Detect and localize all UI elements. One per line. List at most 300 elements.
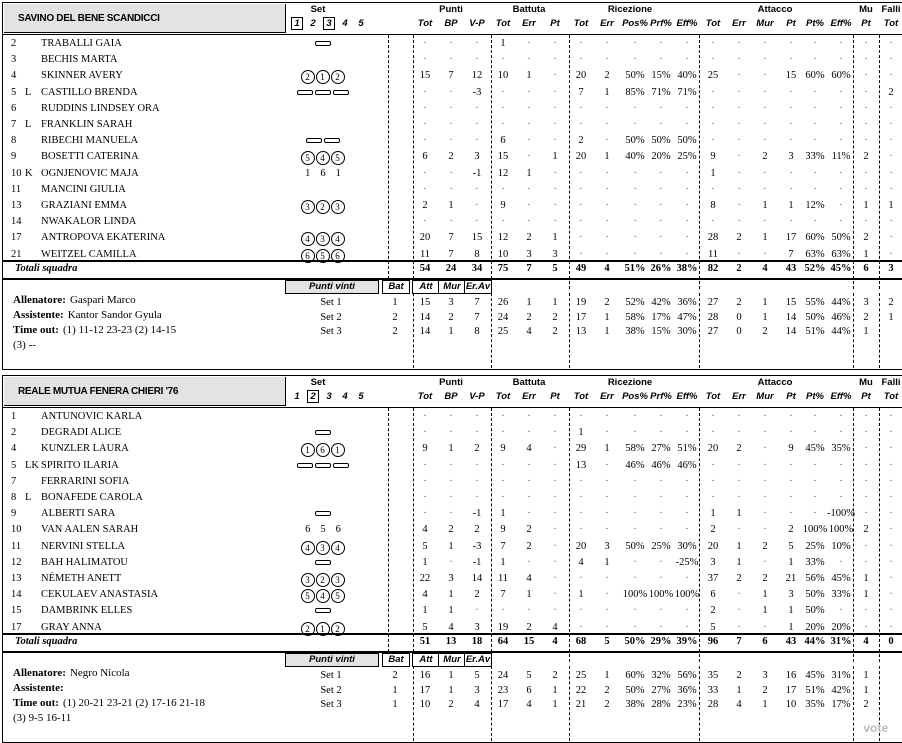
stat-cell: 6 xyxy=(422,151,428,163)
set-stat-cell: 2 xyxy=(604,297,610,308)
stat-cell: 2 xyxy=(863,232,869,244)
timeouts-set3: (3) 9-5 16-11 xyxy=(13,712,72,724)
stat-cell: 10 xyxy=(497,70,509,82)
stat-cell: · xyxy=(475,119,479,130)
player-number: 4 xyxy=(11,70,17,82)
set-rotation-circle: 4 xyxy=(331,232,345,246)
player-row xyxy=(3,572,902,587)
total-cell: 7 xyxy=(526,263,532,274)
header-ricezione: Ricezione xyxy=(607,377,653,388)
stat-cell: · xyxy=(685,573,689,584)
set-stat-cell: 3 xyxy=(863,297,869,308)
set-stat-cell: 35 xyxy=(707,670,719,681)
stat-cell: · xyxy=(475,475,479,487)
set-sub-marker xyxy=(306,138,322,143)
stat-cell: · xyxy=(789,54,793,66)
set-stat-cell: 52% xyxy=(625,297,645,308)
player-name: ANTROPOVA EKATERINA xyxy=(41,232,166,244)
stat-cell: 11 xyxy=(707,248,719,260)
player-set-markers xyxy=(287,427,359,438)
stat-cell: · xyxy=(737,54,741,66)
header-attacco: Attacco xyxy=(757,377,793,388)
stat-cell: · xyxy=(711,183,715,195)
stat-cell: · xyxy=(789,135,793,147)
stat-cell: · xyxy=(839,86,843,98)
stat-cell: · xyxy=(659,556,663,568)
set-stat-cell: 4 xyxy=(526,699,532,710)
stat-cell: 2 xyxy=(604,70,610,82)
header-set-number xyxy=(306,18,320,29)
player-row xyxy=(3,231,902,246)
stat-cell: 1 xyxy=(448,589,454,601)
set-col-header: Mur xyxy=(438,280,466,294)
stat-cell: · xyxy=(889,573,893,584)
set-stat-cell: 17% xyxy=(651,311,671,323)
header-battuta: Battuta xyxy=(512,4,546,15)
stat-cell: · xyxy=(527,492,531,503)
player-number: 6 xyxy=(11,102,17,114)
stat-cell: · xyxy=(605,605,609,617)
set-number-label: 2 xyxy=(307,390,318,403)
stat-cell: · xyxy=(501,86,505,98)
stat-cell: · xyxy=(763,70,767,82)
set-stat-cell: 38% xyxy=(625,699,645,710)
header-set-number xyxy=(290,18,304,29)
set-rotation-plain: 6 xyxy=(320,167,326,179)
stat-cell: 1 xyxy=(578,589,584,601)
set-pv-cell: 7 xyxy=(474,297,480,308)
stat-cell: · xyxy=(423,54,427,66)
stat-cell: · xyxy=(553,216,557,228)
set-col-header: Att xyxy=(412,653,440,667)
header-col-6: Tot xyxy=(573,18,589,29)
header-set-number xyxy=(322,18,336,29)
total-cell: 51 xyxy=(419,636,431,647)
stat-cell: · xyxy=(579,475,583,487)
set-stat-cell: 32% xyxy=(651,670,671,681)
totals-label: Totali squadra xyxy=(15,263,78,274)
set-stat-cell: 19 xyxy=(575,297,587,308)
stat-cell: · xyxy=(813,492,817,503)
stat-cell: · xyxy=(527,54,531,66)
stat-cell: · xyxy=(659,102,663,114)
totals-label: Totali squadra xyxy=(15,636,78,647)
stat-cell: · xyxy=(737,102,741,114)
stat-cell: · xyxy=(527,200,531,211)
totals-row xyxy=(3,635,902,651)
stat-cell: 1 xyxy=(526,70,532,82)
set-pv-cell: 5 xyxy=(474,670,480,681)
stat-cell: · xyxy=(553,573,557,584)
stat-cell: · xyxy=(423,38,427,49)
player-row xyxy=(3,588,902,603)
stat-cell: · xyxy=(889,492,893,503)
stat-cell: 1 xyxy=(448,540,454,552)
set-stat-cell: 14 xyxy=(785,326,797,337)
header-col-14: Pt xyxy=(786,391,796,402)
set-sub-marker xyxy=(315,41,331,46)
stat-cell: · xyxy=(449,556,453,568)
stat-cell: 9 xyxy=(710,151,716,163)
stat-cell: · xyxy=(737,167,741,179)
punti-vinti-header: Punti vinti xyxy=(285,280,379,294)
stat-cell: 2 xyxy=(710,605,716,617)
player-set-markers xyxy=(287,135,359,146)
stat-cell: 2 xyxy=(788,524,794,536)
stat-cell: 37 xyxy=(707,573,719,584)
player-set-markers xyxy=(287,460,359,471)
player-row xyxy=(3,199,902,214)
stat-cell: 5 xyxy=(422,621,428,633)
header-col-7: Err xyxy=(600,391,614,402)
stat-cell: 2 xyxy=(762,151,768,163)
set-pv-cell: 2 xyxy=(448,311,454,323)
stat-cell: 11 xyxy=(497,573,509,584)
stat-cell: · xyxy=(449,427,453,439)
stat-cell: 2 xyxy=(888,86,894,98)
timeouts-label: Time out: xyxy=(13,324,59,336)
player-row xyxy=(3,69,902,84)
stat-cell: · xyxy=(553,86,557,98)
stat-cell: 4 xyxy=(552,621,558,633)
set-pv-cell: 7 xyxy=(474,311,480,323)
total-cell: 31% xyxy=(830,636,852,647)
stat-cell: · xyxy=(685,605,689,617)
total-cell: 13 xyxy=(445,636,457,647)
stat-cell: 46% xyxy=(677,459,697,471)
header-col-13: Mur xyxy=(756,18,774,29)
set-rotation-plain: 1 xyxy=(305,167,311,179)
set-rotation-circle: 4 xyxy=(301,541,315,555)
stat-cell: · xyxy=(763,411,767,422)
stat-cell: · xyxy=(737,411,741,422)
stat-cell: · xyxy=(579,119,583,130)
set-rotation-circle: 5 xyxy=(301,151,315,165)
set-stat-cell: 2 xyxy=(762,326,768,337)
set-label: Set 2 xyxy=(320,311,342,323)
stat-cell: · xyxy=(737,38,741,49)
set-sub-marker xyxy=(297,90,313,95)
total-cell: 82 xyxy=(707,263,719,274)
header-col-18: Tot xyxy=(883,18,899,29)
stat-cell: · xyxy=(737,119,741,130)
stat-cell: · xyxy=(839,167,843,179)
stat-cell: · xyxy=(605,427,609,439)
total-cell: 5 xyxy=(604,636,610,647)
stat-cell: 9 xyxy=(500,524,506,536)
set-rotation-circle: 2 xyxy=(331,70,345,84)
stat-cell: · xyxy=(553,556,557,568)
stat-cell: · xyxy=(605,475,609,487)
set-pv-cell: 1 xyxy=(448,670,454,681)
player-row xyxy=(3,540,902,555)
stat-cell: · xyxy=(864,443,868,455)
stat-cell: · xyxy=(763,54,767,66)
stat-cell: 2 xyxy=(448,151,454,163)
header-divider xyxy=(3,34,902,35)
stat-cell: 60% xyxy=(805,232,825,244)
stat-cell: 9 xyxy=(422,443,428,455)
stat-cell: 1 xyxy=(736,540,742,552)
set-stat-cell: 2 xyxy=(863,699,869,710)
stat-cell: 2 xyxy=(474,443,480,455)
stat-cell: · xyxy=(553,589,557,601)
set-sub-marker xyxy=(315,463,331,468)
coach-label: Allenatore: xyxy=(13,667,66,679)
set-stat-cell: 2 xyxy=(888,297,894,308)
stat-cell: · xyxy=(711,475,715,487)
total-cell: 49 xyxy=(575,263,587,274)
set-stat-cell: 1 xyxy=(526,297,532,308)
stat-cell: · xyxy=(889,411,893,422)
player-set-markers xyxy=(287,573,359,587)
stat-cell: · xyxy=(527,151,531,163)
stat-cell: · xyxy=(763,167,767,179)
set-pv-cell: 2 xyxy=(448,699,454,710)
header-set-number xyxy=(354,391,368,402)
stat-cell: · xyxy=(864,492,868,503)
stat-cell: 1 xyxy=(604,151,610,163)
stat-cell: 2 xyxy=(863,524,869,536)
set-stat-cell: 51% xyxy=(805,684,825,696)
stat-cell: · xyxy=(659,119,663,130)
set-stat-cell: 2 xyxy=(762,684,768,696)
stat-cell: · xyxy=(763,102,767,114)
stat-cell: 5 xyxy=(422,540,428,552)
stat-cell: 2 xyxy=(736,573,742,584)
stat-cell: 2 xyxy=(526,232,532,244)
stat-cell: · xyxy=(864,411,868,422)
header-col-17: Pt xyxy=(861,391,871,402)
stat-cell: · xyxy=(605,102,609,114)
stat-cell: · xyxy=(633,492,637,503)
stat-cell: -1 xyxy=(472,556,482,568)
stat-cell: 46% xyxy=(651,459,671,471)
header-mu: Mu xyxy=(859,377,873,388)
stat-cell: · xyxy=(553,135,557,147)
stat-cell: · xyxy=(605,459,609,471)
stat-cell: 40% xyxy=(625,151,645,163)
set-number-label: 2 xyxy=(310,18,316,29)
stat-cell: · xyxy=(633,54,637,66)
stat-cell: · xyxy=(553,102,557,114)
player-number: 4 xyxy=(11,443,17,455)
stat-cell: 1 xyxy=(710,167,716,179)
stat-cell: · xyxy=(889,135,893,147)
player-set-markers xyxy=(287,87,359,98)
stat-cell: · xyxy=(633,605,637,617)
player-row xyxy=(3,410,902,425)
stat-cell: · xyxy=(475,200,479,211)
stat-cell: · xyxy=(737,427,741,439)
stat-cell: · xyxy=(605,248,609,260)
stat-cell: · xyxy=(475,102,479,114)
set-number-label: 1 xyxy=(294,391,300,402)
total-cell: 45% xyxy=(830,263,852,274)
set-stat-cell: 17% xyxy=(831,699,851,710)
stat-cell: · xyxy=(839,427,843,439)
stat-cell: · xyxy=(579,54,583,66)
stat-cell: · xyxy=(579,216,583,228)
total-cell: 39% xyxy=(676,636,698,647)
stat-cell: 1 xyxy=(710,508,716,520)
set-stat-cell: 2 xyxy=(736,670,742,681)
stat-cell: · xyxy=(553,70,557,82)
coach xyxy=(13,294,136,306)
stat-cell: · xyxy=(813,119,817,130)
stat-cell: · xyxy=(789,86,793,98)
set-rotation-plain: 5 xyxy=(320,524,326,536)
stat-cell: · xyxy=(889,151,893,163)
set-stat-cell: 23 xyxy=(497,684,509,696)
stat-cell: · xyxy=(864,183,868,195)
stat-cell: · xyxy=(633,200,637,211)
set-rotation-circle: 6 xyxy=(316,443,330,457)
stat-cell: · xyxy=(789,38,793,49)
stat-cell: 3 xyxy=(604,540,610,552)
stat-cell: · xyxy=(633,427,637,439)
stat-cell: · xyxy=(553,475,557,487)
header-col-0: Tot xyxy=(417,391,433,402)
header-col-14: Pt xyxy=(786,18,796,29)
total-cell: 26% xyxy=(650,263,672,274)
stat-cell: · xyxy=(685,621,689,633)
player-role: L xyxy=(25,492,32,503)
stat-cell: 15 xyxy=(419,70,431,82)
stat-cell: · xyxy=(553,183,557,195)
stat-cell: · xyxy=(839,38,843,49)
stat-cell: · xyxy=(659,54,663,66)
stat-cell: 4 xyxy=(578,556,584,568)
assistant xyxy=(13,682,68,694)
player-name: CEKULAEV ANASTASIA xyxy=(41,589,159,601)
stat-cell: · xyxy=(423,492,427,503)
stat-cell: · xyxy=(813,86,817,98)
set-rotation-circle: 3 xyxy=(301,573,315,587)
header-set-number xyxy=(338,18,352,29)
stat-cell: · xyxy=(659,183,663,195)
set-stat-cell: 60% xyxy=(625,670,645,681)
player-name: OGNJENOVIC MAJA xyxy=(41,167,139,179)
player-name: ANTUNOVIC KARLA xyxy=(41,411,143,422)
stat-cell: 11 xyxy=(419,248,431,260)
stat-cell: 2 xyxy=(736,232,742,244)
stat-cell: · xyxy=(864,540,868,552)
stat-cell: · xyxy=(737,589,741,601)
stat-cell: · xyxy=(737,248,741,260)
stat-cell: · xyxy=(553,54,557,66)
player-role: LK xyxy=(25,459,39,471)
player-row xyxy=(3,150,902,165)
stat-cell: · xyxy=(737,135,741,147)
player-number: 12 xyxy=(11,556,22,568)
stat-cell: · xyxy=(789,119,793,130)
stat-cell: · xyxy=(449,119,453,130)
total-cell: 4 xyxy=(863,636,869,647)
player-set-markers xyxy=(287,168,359,179)
set-stat-cell: 50% xyxy=(625,684,645,696)
player-number: 1 xyxy=(11,411,17,422)
stat-cell: · xyxy=(633,411,637,422)
stat-cell: 1 xyxy=(604,86,610,98)
set-rotation-circle: 3 xyxy=(331,200,345,214)
stat-cell: -1 xyxy=(472,167,482,179)
set-stat-cell: 1 xyxy=(762,699,768,710)
stat-cell: 20 xyxy=(575,70,587,82)
total-cell: 5 xyxy=(552,263,558,274)
header-set: Set xyxy=(310,377,326,388)
stat-cell: 100% xyxy=(622,589,648,601)
stat-cell: · xyxy=(813,459,817,471)
totals-row xyxy=(3,262,902,278)
set-sub-marker xyxy=(315,511,331,516)
player-row xyxy=(3,556,902,571)
stat-cell: 3 xyxy=(474,621,480,633)
set-stat-cell: 56% xyxy=(677,670,697,681)
stat-cell: · xyxy=(737,70,741,82)
set-number-label: 3 xyxy=(323,17,334,30)
set-row xyxy=(3,669,902,683)
header-col-7: Err xyxy=(600,18,614,29)
stat-cell: · xyxy=(737,492,741,503)
stat-cell: · xyxy=(633,556,637,568)
set-label: Set 2 xyxy=(320,684,342,696)
stat-cell: · xyxy=(659,605,663,617)
stat-cell: 4 xyxy=(526,573,532,584)
set-stat-cell: 27% xyxy=(651,684,671,696)
stat-cell: 60% xyxy=(831,70,851,82)
set-stat-cell: 55% xyxy=(805,297,825,308)
player-number: 13 xyxy=(11,200,22,211)
stat-cell: · xyxy=(659,38,663,49)
set-col-header: Er.Av xyxy=(465,654,491,665)
stat-cell: · xyxy=(685,232,689,244)
set-stat-cell: 21 xyxy=(575,699,587,710)
stat-cell: · xyxy=(659,200,663,211)
total-cell: 38% xyxy=(676,263,698,274)
stat-cell: · xyxy=(449,54,453,66)
stat-cell: · xyxy=(763,443,767,455)
player-set-markers xyxy=(287,151,359,165)
stat-cell: 1 xyxy=(526,589,532,601)
stat-cell: 6 xyxy=(710,589,716,601)
set-stat-cell: 1 xyxy=(604,326,610,337)
total-cell: 18 xyxy=(471,636,483,647)
set-rotation-circle: 2 xyxy=(316,573,330,587)
set-stat-cell: 25 xyxy=(575,670,587,681)
stat-cell: · xyxy=(737,475,741,487)
stat-cell: 1 xyxy=(863,200,869,211)
set-stat-cell: 45% xyxy=(805,670,825,681)
player-name: RUDDINS LINDSEY ORA xyxy=(41,102,160,114)
set-stat-cell: 23% xyxy=(677,699,697,710)
stat-cell: 7 xyxy=(578,86,584,98)
stat-cell: -3 xyxy=(472,86,482,98)
stat-cell: 1 xyxy=(422,556,428,568)
player-number: 11 xyxy=(11,183,22,195)
set-pv-cell: 8 xyxy=(474,326,480,337)
player-set-markers xyxy=(287,557,359,568)
stat-cell: · xyxy=(605,508,609,520)
stat-cell: · xyxy=(685,54,689,66)
stat-cell: 15 xyxy=(497,151,509,163)
stat-cell: · xyxy=(553,427,557,439)
stat-cell: · xyxy=(864,475,868,487)
stat-cell: 5 xyxy=(788,540,794,552)
stat-cell: 21 xyxy=(785,573,797,584)
set-stat-cell: 2 xyxy=(863,311,869,323)
stat-cell: 1 xyxy=(448,443,454,455)
